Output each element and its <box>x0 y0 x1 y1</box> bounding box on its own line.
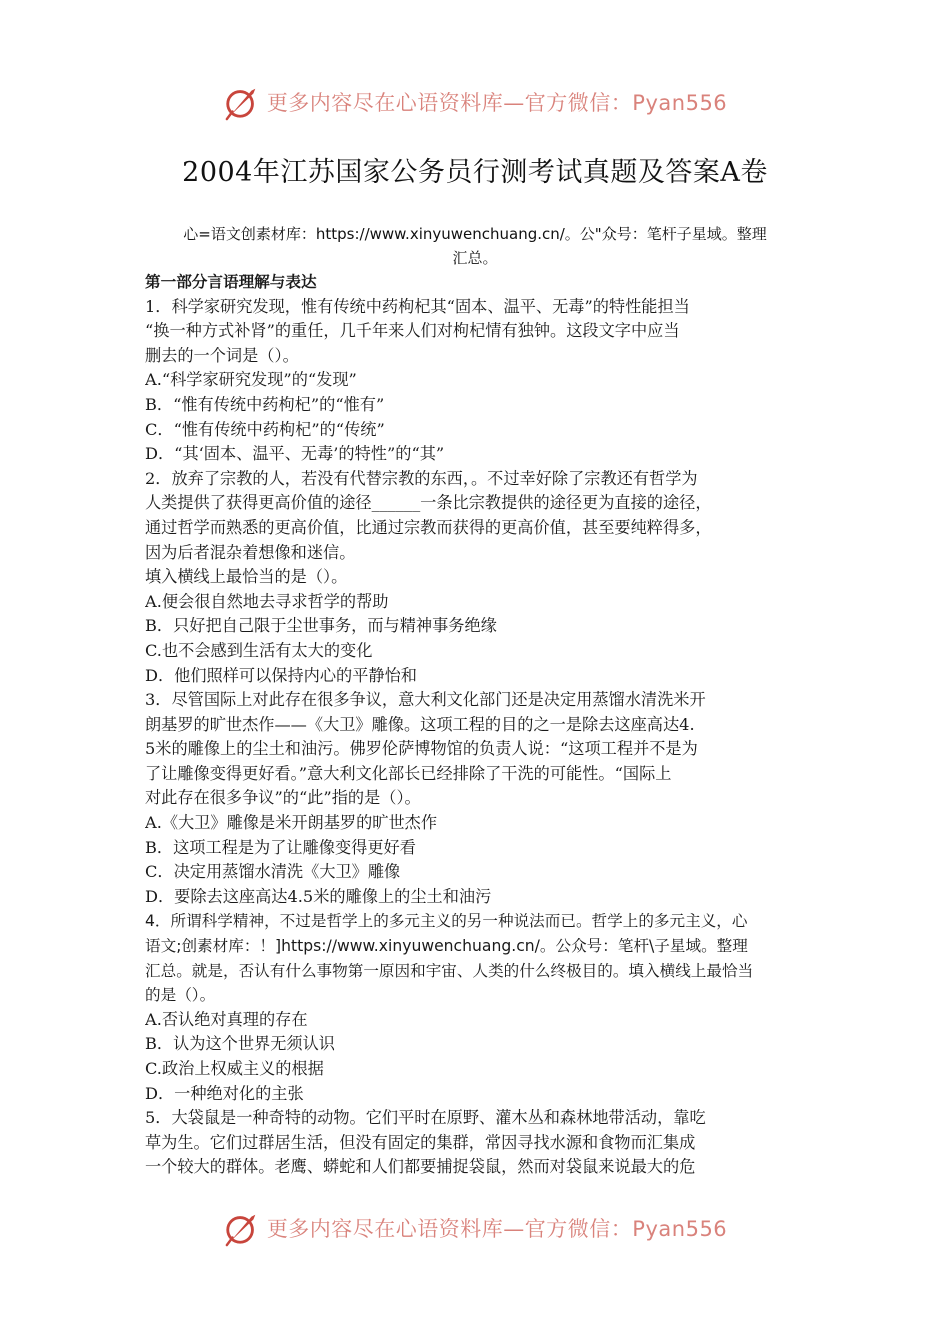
source-line: 汇总。 <box>452 249 498 267</box>
text-line: 4．所谓科学精神，不过是哲学上的多元主义的另一种说法而已。哲学上的多元主义，心 <box>145 912 748 931</box>
text-line: 填入横线上最恰当的是（）。 <box>145 567 348 587</box>
header-banner <box>0 82 950 122</box>
text-line: 草为生。它们过群居生活，但没有固定的集群，常因寻找水源和食物而汇集成 <box>145 1132 696 1152</box>
text-line: B．认为这个世界无须认识 <box>145 1034 335 1054</box>
text-line: 朗基罗的旷世杰作——《大卫》雕像。这项工程的目的之一是除去这座高达4. <box>145 714 695 734</box>
quill-pen-logo-icon <box>223 83 261 121</box>
document-title: 2004年江苏国家公务员行测考试真题及答案A卷 <box>182 157 768 188</box>
text-line: D．“其‘固本、温平、无毒’的特性”的“其” <box>145 444 445 464</box>
text-line: C．“惟有传统中药枸杞”的“传统” <box>145 419 385 439</box>
text-line: 2．放弃了宗教的人，若没有代替宗教的东西，。不过幸好除了宗教还有哲学为 <box>145 468 698 488</box>
source-line: 心=语文创素材库：https://www.xinyuwenchuang.cn/。公"众号：笔杆子星域。整理 <box>183 225 767 243</box>
section-title: 第一部分言语理解与表达 <box>145 273 317 291</box>
text-line: 一个较大的群体。老鹰、蟒蛇和人们都要捕捉袋鼠，然而对袋鼠来说最大的危 <box>145 1157 696 1177</box>
text-line: “换一种方式补肾”的重任，几千年来人们对枸杞情有独钟。这段文字中应当 <box>145 321 680 341</box>
text-line: 5米的雕像上的尘土和油污。佛罗伦萨博物馆的负责人说：“这项工程并不是为 <box>145 739 698 759</box>
text-line: A.便会很自然地去寻求哲学的帮助 <box>145 591 389 611</box>
banner-text: 更多内容尽在心语资料库—官方微信：Pyan556 <box>266 1217 728 1241</box>
banner-text: 更多内容尽在心语资料库—官方微信：Pyan556 <box>266 91 728 115</box>
text-line: 语文;创素材库：！]https://www.xinyuwenchuang.cn/。公众号：笔杆\子星域。整理 <box>145 937 748 956</box>
document-body <box>145 270 807 1180</box>
text-line: B．只好把自己限于尘世事务，而与精神事务绝缘 <box>145 616 497 636</box>
text-line: 5．大袋鼠是一种奇特的动物。它们平时在原野、灌木丛和森林地带活动，靠吃 <box>145 1108 706 1128</box>
text-line: A.否认绝对真理的存在 <box>145 1009 308 1029</box>
text-line: 因为后者混杂着想像和迷信。 <box>145 542 356 562</box>
footer-banner <box>0 1208 950 1248</box>
text-line: B．“惟有传统中药枸杞”的“惟有” <box>145 394 385 414</box>
text-line: 3．尽管国际上对此存在很多争议，意大利文化部门还是决定用蒸馏水清洗米开 <box>145 690 706 710</box>
text-line: 通过哲学而熟悉的更高价值，比通过宗教而获得的更高价值，甚至要纯粹得多， <box>145 517 712 537</box>
text-line: A.《大卫》雕像是米开朗基罗的旷世杰作 <box>145 813 438 833</box>
text-line: C．决定用蒸馏水清洗《大卫》雕像 <box>145 862 401 882</box>
text-line: D．一种绝对化的主张 <box>145 1083 304 1103</box>
text-line: 的是（）。 <box>145 986 216 1005</box>
quill-pen-logo-icon <box>223 1209 261 1247</box>
text-line: 了让雕像变得更好看。”意大利文化部长已经排除了干洗的可能性。“国际上 <box>145 763 672 783</box>
text-line: 人类提供了获得更高价值的途径______一条比宗教提供的途径更为直接的途径， <box>145 493 712 513</box>
text-line: D．要除去这座高达4.5米的雕像上的尘土和油污 <box>145 886 492 906</box>
text-line: A.“科学家研究发现”的“发现” <box>145 370 357 390</box>
source-note <box>145 222 805 270</box>
text-line: B．这项工程是为了让雕像变得更好看 <box>145 837 416 857</box>
text-line: 对此存在很多争议”的“此”指的是（）。 <box>145 788 421 808</box>
text-line: 汇总。就是，否认有什么事物第一原因和宇宙、人类的什么终极目的。填入横线上最恰当 <box>145 961 754 980</box>
text-line: C.也不会感到生活有太大的变化 <box>145 640 373 660</box>
text-line: 1．科学家研究发现，惟有传统中药枸杞其“固本、温平、无毒”的特性能担当 <box>145 296 690 316</box>
text-line: D．他们照样可以保持内心的平静怡和 <box>145 665 417 685</box>
text-line: C.政治上权威主义的根据 <box>145 1059 324 1078</box>
text-line: 删去的一个词是（）。 <box>145 345 299 365</box>
